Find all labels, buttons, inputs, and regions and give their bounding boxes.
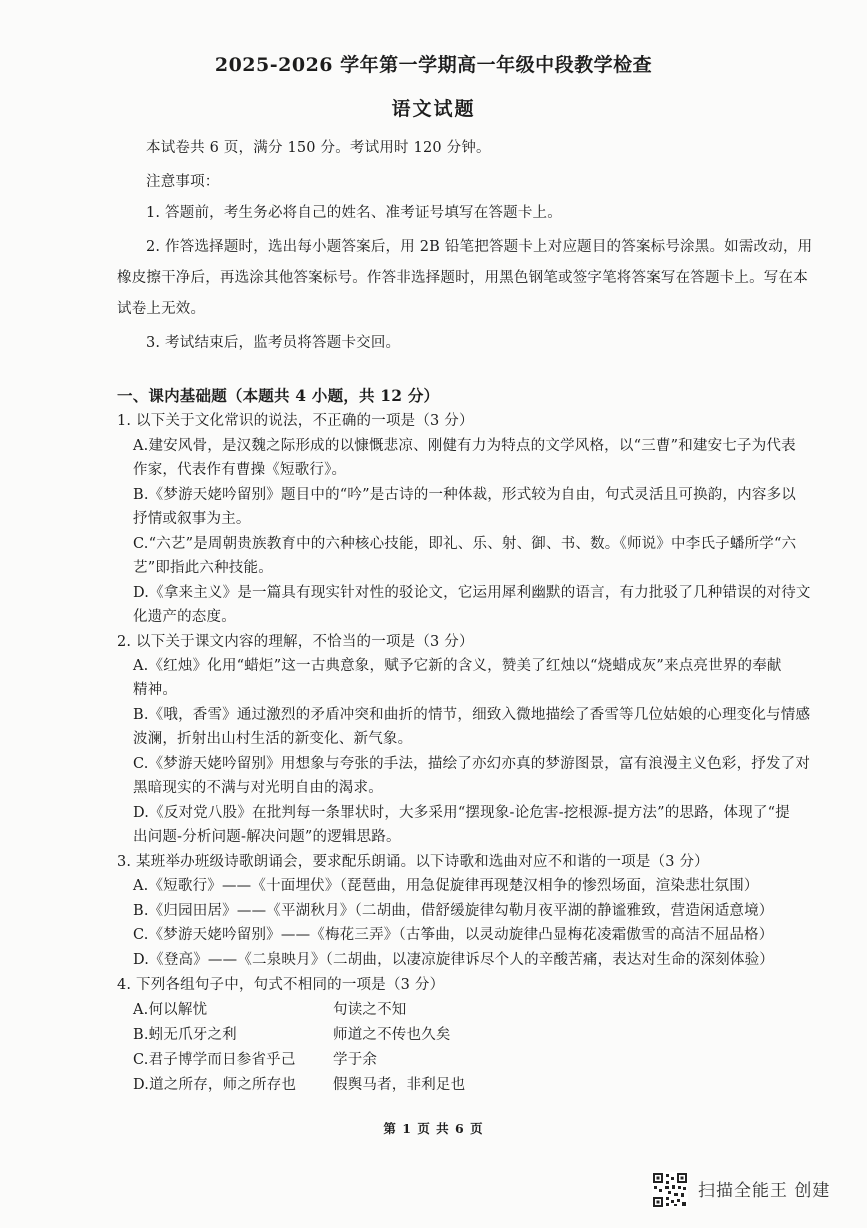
- q3-option-d: D.《登高》——《二泉映月》（二胡曲，以凄凉旋律诉尽个人的辛酸苦痛，表达对生命的深刻体验）: [133, 952, 774, 968]
- q2-option-b: B.《哦，香雪》通过激烈的矛盾冲突和曲折的情节，细致入微地描绘了香雪等几位姑娘的心理变化与情感: [133, 707, 811, 723]
- note-2-line-2: 橡皮擦干净后，再选涂其他答案标号。作答非选择题时，用黑色钢笔或签字笔将答案写在答题卡上。写在本: [117, 270, 808, 286]
- q1-option-c: C.“六艺”是周朝贵族教育中的六种核心技能，即礼、乐、射、御、书、数。《师说》中李氏子蟠所学“六: [133, 536, 797, 552]
- q2-option-b-cont: 波澜，折射出山村生活的新变化、新气象。: [133, 731, 413, 747]
- q1-option-a-cont: 作家，代表作有曹操《短歌行》。: [133, 462, 347, 478]
- q4-option-a-left: A.何以解忧: [133, 1002, 208, 1018]
- q4-option-b-left: B.蚓无爪牙之利: [133, 1027, 237, 1043]
- q3-option-a: A.《短歌行》——《十面埋伏》（琵琶曲，用急促旋律再现楚汉相争的惨烈场面，渲染悲壮氛围）: [133, 878, 759, 894]
- q3-option-c: C.《梦游天姥吟留别》——《梅花三弄》（古筝曲，以灵动旋律凸显梅花凌霜傲雪的高洁不屈品格）: [133, 927, 774, 943]
- q1-option-d-cont: 化遗产的态度。: [133, 609, 236, 625]
- watermark-text: 扫描全能王 创建: [698, 1181, 831, 1201]
- exam-subtitle: 语文试题: [391, 98, 476, 120]
- q2-stem: 2. 以下关于课文内容的理解，不恰当的一项是（3 分）: [117, 634, 474, 650]
- intro-line: 本试卷共 6 页，满分 150 分。考试用时 120 分钟。: [146, 140, 491, 156]
- note-1: 1. 答题前，考生务必将自己的姓名、准考证号填写在答题卡上。: [146, 205, 562, 221]
- qr-code-icon: [652, 1172, 688, 1208]
- q2-option-c: C.《梦游天姥吟留别》用想象与夸张的手法，描绘了亦幻亦真的梦游图景，富有浪漫主义色彩，抒发了对: [133, 756, 811, 772]
- q3-stem: 3. 某班举办班级诗歌朗诵会，要求配乐朗诵。以下诗歌和选曲对应不和谐的一项是（3 分）: [117, 854, 709, 870]
- q1-option-a: A.建安风骨，是汉魏之际形成的以慷慨悲凉、刚健有力为特点的文学风格，以“三曹”和建安七子为代表: [133, 438, 796, 454]
- q2-option-d-cont: 出问题-分析问题-解决问题”的逻辑思路。: [133, 829, 401, 845]
- q4-option-d-right: 假舆马者，非利足也: [333, 1077, 466, 1093]
- q4-stem: 4. 下列各组句子中，句式不相同的一项是（3 分）: [117, 977, 445, 993]
- q1-stem: 1. 以下关于文化常识的说法，不正确的一项是（3 分）: [117, 413, 474, 429]
- q4-option-d-left: D.道之所存，师之所存也: [133, 1077, 297, 1093]
- q4-option-a-right: 句读之不知: [333, 1002, 407, 1018]
- q1-option-b-cont: 抒情或叙事为主。: [133, 511, 251, 527]
- q4-option-c-left: C.君子博学而日参省乎己: [133, 1052, 296, 1068]
- q2-option-c-cont: 黑暗现实的不满与对光明自由的渴求。: [133, 780, 383, 796]
- q3-option-b: B.《归园田居》——《平湖秋月》（二胡曲，借舒缓旋律勾勒月夜平湖的静谧雅致，营造闲适意境）: [133, 903, 774, 919]
- note-2-line-1: 2. 作答选择题时，选出每小题答案后，用 2B 铅笔把答题卡上对应题目的答案标号涂黑。如需改动，用: [146, 239, 813, 255]
- q2-option-a-cont: 精神。: [133, 682, 178, 698]
- page-number: 第 1 页 共 6 页: [383, 1121, 484, 1136]
- note-3: 3. 考试结束后，监考员将答题卡交回。: [146, 335, 401, 351]
- q1-option-b: B.《梦游天姥吟留别》题目中的“吟”是古诗的一种体裁，形式较为自由，句式灵活且可换韵，内容多以: [133, 487, 796, 503]
- q4-option-c-right: 学于余: [333, 1052, 378, 1068]
- note-2-line-3: 试卷上无效。: [117, 301, 206, 317]
- q2-option-d: D.《反对党八股》在批判每一条罪状时，大多采用“摆现象-论危害-挖根源-提方法”的思路，体现了“提: [133, 805, 790, 821]
- q1-option-c-cont: 艺”即指此六种技能。: [133, 560, 273, 576]
- q2-option-a: A.《红烛》化用“蜡炬”这一古典意象，赋予它新的含义，赞美了红烛以“烧蜡成灰”来点亮世界的奉献: [133, 658, 782, 674]
- exam-title: 2025-2026 学年第一学期高一年级中段教学检查: [214, 54, 653, 76]
- notes-title: 注意事项：: [146, 174, 220, 190]
- q4-option-b-right: 师道之不传也久矣: [333, 1027, 451, 1043]
- q1-option-d: D.《拿来主义》是一篇具有现实针对性的驳论文，它运用犀利幽默的语言，有力批驳了几种错误的对待文: [133, 585, 811, 601]
- section-heading: 一、课内基础题（本题共 4 小题，共 12 分）: [117, 386, 440, 405]
